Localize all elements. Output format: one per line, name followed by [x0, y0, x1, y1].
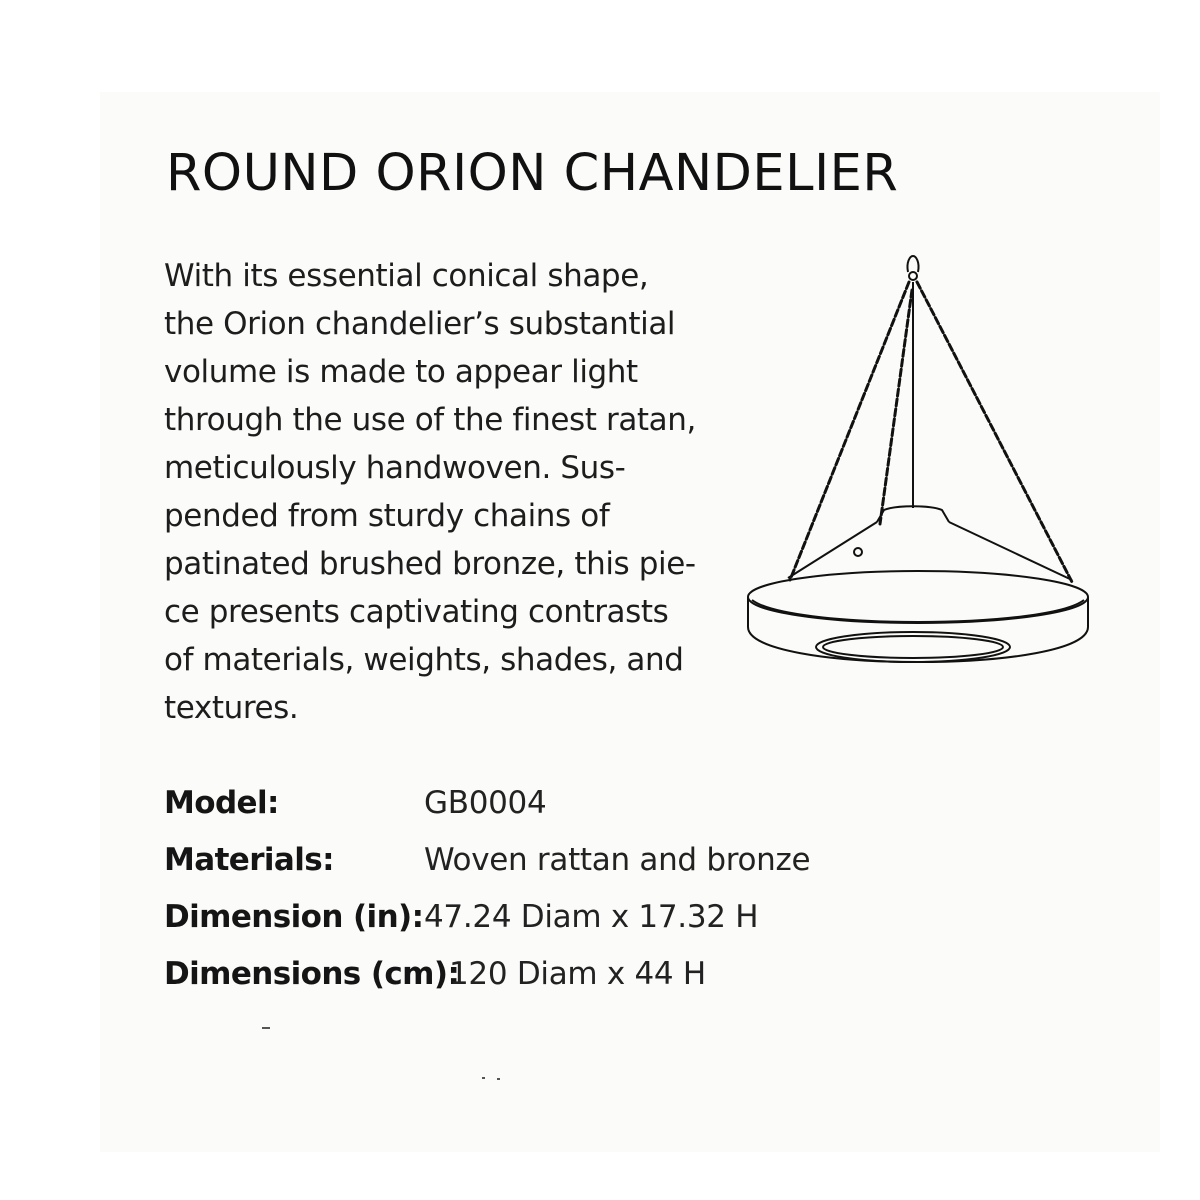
- description-line: With its essential conical shape,: [164, 258, 649, 294]
- description-line: of materials, weights, shades, and: [164, 642, 684, 678]
- description-line: volume is made to appear light: [164, 354, 638, 390]
- chandelier-line-drawing: [740, 250, 1090, 670]
- spec-value: 47.24 Diam x 17.32 H: [424, 899, 759, 935]
- spec-value: 120 Diam x 44 H: [449, 956, 706, 992]
- description-line: pended from sturdy chains of: [164, 498, 610, 534]
- description-line: textures.: [164, 690, 299, 726]
- product-title: ROUND ORION CHANDELIER: [166, 144, 899, 203]
- spec-value: Woven rattan and bronze: [424, 842, 811, 878]
- spec-label: Materials:: [164, 842, 334, 878]
- spec-label: Model:: [164, 785, 279, 821]
- scan-speck: [482, 1077, 485, 1079]
- description-line: the Orion chandelier’s substantial: [164, 306, 676, 342]
- product-description: [164, 252, 696, 732]
- spec-label: Dimensions (cm):: [164, 956, 460, 992]
- description-line: ce presents captivating contrasts: [164, 594, 669, 630]
- spec-label: Dimension (in):: [164, 899, 424, 935]
- description-line: patinated brushed bronze, this pie-: [164, 546, 696, 582]
- scan-speck: [497, 1078, 500, 1080]
- description-line: meticulously handwoven. Sus-: [164, 450, 626, 486]
- spec-value: GB0004: [424, 785, 547, 821]
- scan-speck: [262, 1027, 270, 1029]
- description-line: through the use of the finest ratan,: [164, 402, 696, 438]
